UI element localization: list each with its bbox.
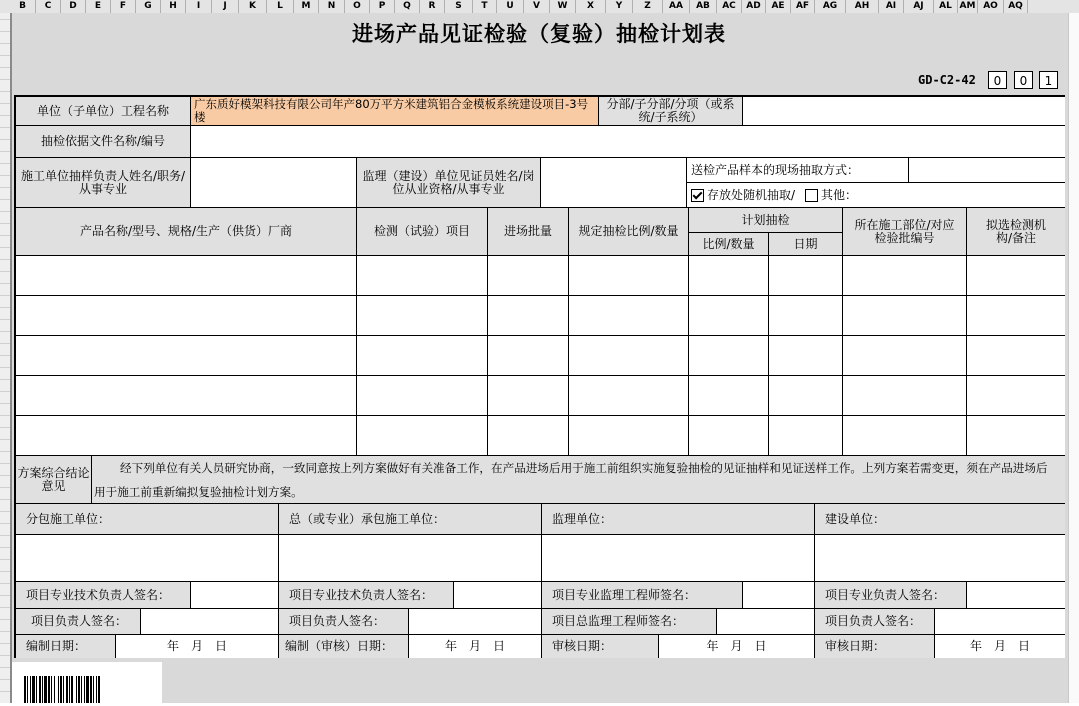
data-cell[interactable] xyxy=(689,256,769,296)
column-header-ac[interactable]: AC xyxy=(717,0,742,13)
form-code: GD-C2-42 xyxy=(918,73,976,87)
sampling-options xyxy=(687,183,1065,208)
data-cell[interactable] xyxy=(357,256,488,296)
row-gridline xyxy=(0,415,10,416)
barcode-bar xyxy=(39,676,41,703)
column-header-p[interactable]: P xyxy=(370,0,395,13)
row-gridline xyxy=(0,355,10,356)
data-cell[interactable] xyxy=(16,376,357,416)
barcode-bar xyxy=(30,676,31,703)
barcode-bar xyxy=(32,676,35,703)
unit-supervisor-label: 监理单位： xyxy=(542,504,815,535)
data-cell[interactable] xyxy=(689,296,769,336)
sampler-label: 施工单位抽样负责人姓名/职务/从事专业 xyxy=(16,158,191,208)
column-header-i[interactable]: I xyxy=(186,0,212,13)
barcode-bar xyxy=(76,676,77,703)
data-cell[interactable] xyxy=(357,416,488,456)
column-header-m[interactable]: M xyxy=(294,0,319,13)
data-cell[interactable] xyxy=(843,256,967,296)
row-gridline xyxy=(0,211,10,212)
data-cell[interactable] xyxy=(488,256,569,296)
unit-subcontractor-area[interactable] xyxy=(16,535,279,582)
row-gridline xyxy=(0,247,10,248)
column-header-ad[interactable]: AD xyxy=(742,0,766,13)
data-cell[interactable] xyxy=(843,376,967,416)
data-cell[interactable] xyxy=(843,296,967,336)
column-header-l[interactable]: L xyxy=(267,0,294,13)
row-gridline xyxy=(0,151,10,152)
column-header-aq[interactable]: AQ xyxy=(1004,0,1028,13)
sig3b-label: 项目总监理工程师签名： xyxy=(542,609,717,635)
row-gridline xyxy=(0,223,10,224)
date2-value[interactable]: 年 月 日 xyxy=(409,635,542,658)
barcode-bar xyxy=(58,676,59,703)
row-gridline xyxy=(0,691,10,692)
column-header-aj[interactable]: AJ xyxy=(904,0,934,13)
data-cell[interactable] xyxy=(689,416,769,456)
data-cell[interactable] xyxy=(569,416,689,456)
data-cell[interactable] xyxy=(967,416,1065,456)
row-gridline xyxy=(0,595,10,596)
column-header-ae[interactable]: AE xyxy=(766,0,791,13)
sig2b-value[interactable] xyxy=(409,609,542,635)
data-cell[interactable] xyxy=(569,256,689,296)
column-header-f[interactable]: F xyxy=(111,0,136,13)
col-plan-date-header: 日期 xyxy=(769,233,843,256)
unit-subcontractor-label: 分包施工单位： xyxy=(16,504,279,535)
column-header-ab[interactable]: AB xyxy=(690,0,717,13)
sig1b-value[interactable] xyxy=(141,609,279,635)
column-header-al[interactable]: AL xyxy=(934,0,958,13)
barcode-bar xyxy=(27,676,28,703)
data-cell[interactable] xyxy=(569,296,689,336)
column-header-v[interactable]: V xyxy=(524,0,550,13)
date4-value[interactable]: 年 月 日 xyxy=(935,635,1065,658)
barcode-bar xyxy=(66,676,68,703)
row-gridline xyxy=(0,271,10,272)
date4-label: 审核日期： xyxy=(815,635,935,658)
row-gridline xyxy=(0,391,10,392)
row-gridline xyxy=(0,667,10,668)
basis-doc-label: 抽检依据文件名称/编号 xyxy=(16,126,191,158)
row-gridline xyxy=(0,43,10,44)
row-gridline xyxy=(0,571,10,572)
column-header-o[interactable]: O xyxy=(345,0,370,13)
barcode-bar xyxy=(84,676,85,703)
conclusion-text: 经下列单位有关人员研究协商，一致同意按上列方案做好有关准备工作，在产品进场后用于施工前组织实施复验抽检的见证抽样和见证送样工作。上列方案若需变更，须在产品进场后用于施工前重新编拟复验抽检计划方案。 xyxy=(92,456,1065,504)
row-gridline xyxy=(0,175,10,176)
checkbox-checked-icon[interactable] xyxy=(691,189,704,202)
column-header-q[interactable]: Q xyxy=(395,0,420,13)
data-cell[interactable] xyxy=(769,296,843,336)
data-cell[interactable] xyxy=(689,336,769,376)
column-header-d[interactable]: D xyxy=(61,0,86,13)
option-random-label: 存放处随机抽取/ xyxy=(707,187,796,202)
data-cell[interactable] xyxy=(488,416,569,456)
row-gridline xyxy=(0,331,10,332)
col-agency-header: 拟选检测机构/备注 xyxy=(967,208,1065,256)
data-cell[interactable] xyxy=(769,256,843,296)
subdivision-value[interactable] xyxy=(743,97,1065,126)
row-gridline xyxy=(0,139,10,140)
row-gridline xyxy=(0,439,10,440)
barcode-image xyxy=(12,662,162,703)
row-gridline xyxy=(0,487,10,488)
column-header-k[interactable]: K xyxy=(239,0,267,13)
row-gridline xyxy=(0,19,10,20)
unit-owner-area[interactable] xyxy=(815,535,1065,582)
column-header-ai[interactable]: AI xyxy=(879,0,904,13)
row-gridline xyxy=(0,55,10,56)
sig2b-label: 项目负责人签名： xyxy=(279,609,409,635)
row-gridline xyxy=(0,259,10,260)
sampler-value[interactable] xyxy=(191,158,357,208)
row-gridline xyxy=(0,511,10,512)
barcode-bar xyxy=(42,676,43,703)
row-gridline xyxy=(0,91,10,92)
column-header-ao[interactable]: AO xyxy=(978,0,1004,13)
row-gridline xyxy=(0,307,10,308)
data-cell[interactable] xyxy=(488,296,569,336)
column-header-j[interactable]: J xyxy=(212,0,239,13)
column-header-aa[interactable]: AA xyxy=(663,0,690,13)
sig4b-label: 项目负责人签名： xyxy=(815,609,935,635)
column-header-g[interactable]: G xyxy=(136,0,161,13)
col-batch-header: 进场批量 xyxy=(488,208,569,256)
form-title: 进场产品见证检验（复验）抽检计划表 xyxy=(352,22,726,46)
data-cell[interactable] xyxy=(16,416,357,456)
basis-doc-value[interactable] xyxy=(191,126,1065,158)
column-header-bar xyxy=(0,0,1079,14)
column-header-u[interactable]: U xyxy=(497,0,524,13)
witness-value[interactable] xyxy=(541,158,687,208)
data-cell[interactable] xyxy=(769,416,843,456)
data-cell[interactable] xyxy=(16,336,357,376)
row-gridline xyxy=(0,451,10,452)
barcode-bar xyxy=(51,676,52,703)
row-gridline xyxy=(0,655,10,656)
col-test-item-header: 检测（试验）项目 xyxy=(357,208,488,256)
row-gridline xyxy=(0,475,10,476)
row-gridline xyxy=(0,283,10,284)
column-header-n[interactable]: N xyxy=(319,0,345,13)
sig4a-label: 项目专业负责人签名： xyxy=(815,582,967,609)
project-name-value[interactable]: 广东质好模架科技有限公司年产80万平方米建筑铝合金模板系统建设项目-3号楼 xyxy=(191,97,599,126)
row-gridline xyxy=(0,187,10,188)
row-gridline xyxy=(0,67,10,68)
column-header-r[interactable]: R xyxy=(420,0,445,13)
date3-label: 审核日期： xyxy=(542,635,659,658)
unit-owner-label: 建设单位： xyxy=(815,504,1065,535)
code-box-1[interactable]: 0 xyxy=(988,71,1007,89)
data-cell[interactable] xyxy=(357,336,488,376)
row-gridline xyxy=(0,127,10,128)
column-header-c[interactable]: C xyxy=(36,0,61,13)
column-header-e[interactable]: E xyxy=(86,0,111,13)
column-header-b[interactable]: B xyxy=(10,0,36,13)
row-gridline xyxy=(0,163,10,164)
option-other-label: 其他： xyxy=(821,187,858,202)
conclusion-label: 方案综合结论意见 xyxy=(16,456,92,504)
col-plan-header: 计划抽检 xyxy=(689,208,843,233)
data-cell[interactable] xyxy=(357,376,488,416)
col-location-header: 所在施工部位/对应检验批编号 xyxy=(843,208,967,256)
column-header-z[interactable]: Z xyxy=(633,0,663,13)
data-cell[interactable] xyxy=(357,296,488,336)
sig2a-label: 项目专业技术负责人签名： xyxy=(279,582,454,609)
barcode-bar xyxy=(24,676,26,703)
worksheet-right-edge xyxy=(1068,13,1079,703)
column-header-am[interactable]: AM xyxy=(958,0,978,13)
date1-value[interactable]: 年 月 日 xyxy=(116,635,279,658)
row-gridline xyxy=(0,319,10,320)
row-gridline xyxy=(0,403,10,404)
data-cell[interactable] xyxy=(488,376,569,416)
sig4b-value[interactable] xyxy=(935,609,1065,635)
barcode-bar xyxy=(90,676,92,703)
row-gridline xyxy=(0,583,10,584)
sig3b-value[interactable] xyxy=(717,609,815,635)
sig3a-label: 项目专业监理工程师签名： xyxy=(542,582,743,609)
data-cell[interactable] xyxy=(689,376,769,416)
barcode-bar xyxy=(93,676,94,703)
data-cell[interactable] xyxy=(967,376,1065,416)
date2-label: 编制（审核）日期： xyxy=(279,635,409,658)
barcode-bar xyxy=(86,676,89,703)
row-gridline xyxy=(0,367,10,368)
row-gridline xyxy=(0,499,10,500)
row-gridline xyxy=(0,559,10,560)
data-cell[interactable] xyxy=(967,256,1065,296)
data-cell[interactable] xyxy=(843,416,967,456)
sig1b-label: 项目负责人签名： xyxy=(16,609,141,635)
barcode-bar xyxy=(63,676,64,703)
inspection-plan-form xyxy=(14,95,1065,658)
column-header-x[interactable]: X xyxy=(576,0,606,13)
barcode-icon xyxy=(12,662,162,703)
subdivision-label: 分部/子分部/分项（或系统/子系统） xyxy=(599,97,743,126)
column-header-w[interactable]: W xyxy=(550,0,576,13)
data-cell[interactable] xyxy=(967,336,1065,376)
date1-label: 编制日期： xyxy=(16,635,116,658)
barcode-bar xyxy=(54,676,55,703)
row-gridline xyxy=(0,631,10,632)
row-gridline xyxy=(0,535,10,536)
column-header-s[interactable]: S xyxy=(445,0,473,13)
code-box-2[interactable]: 0 xyxy=(1014,71,1033,89)
barcode-bar xyxy=(44,676,47,703)
witness-label: 监理（建设）单位见证员姓名/岗位从业资格/从事专业 xyxy=(357,158,541,208)
column-header-y[interactable]: Y xyxy=(606,0,633,13)
data-cell[interactable] xyxy=(569,336,689,376)
row-gridline xyxy=(0,343,10,344)
row-gridline xyxy=(0,643,10,644)
barcode-bar xyxy=(81,676,82,703)
data-cell[interactable] xyxy=(967,296,1065,336)
column-header-ah[interactable]: AH xyxy=(846,0,879,13)
sig4a-value[interactable] xyxy=(967,582,1065,609)
row-gridline xyxy=(0,679,10,680)
row-gridline xyxy=(0,379,10,380)
barcode-bar xyxy=(98,676,100,703)
sig1a-value[interactable] xyxy=(191,582,279,609)
sig3a-value[interactable] xyxy=(743,582,815,609)
row-gridline xyxy=(0,619,10,620)
row-gridline xyxy=(0,31,10,32)
barcode-bar xyxy=(48,676,50,703)
unit-general-contractor-label: 总（或专业）承包施工单位： xyxy=(279,504,542,535)
barcode-bar xyxy=(60,676,62,703)
barcode-bar xyxy=(96,676,97,703)
unit-general-contractor-area[interactable] xyxy=(279,535,542,582)
sig2a-value[interactable] xyxy=(454,582,542,609)
data-cell[interactable] xyxy=(16,256,357,296)
column-header-af[interactable]: AF xyxy=(791,0,815,13)
unit-supervisor-area[interactable] xyxy=(542,535,815,582)
barcode-bar xyxy=(36,676,37,703)
barcode-bar xyxy=(78,676,80,703)
data-cell[interactable] xyxy=(769,376,843,416)
row-gridline xyxy=(0,607,10,608)
data-cell[interactable] xyxy=(488,336,569,376)
sampling-method-label: 送检产品样本的现场抽取方式： xyxy=(687,158,909,183)
barcode-bar xyxy=(69,676,70,703)
row-gridline xyxy=(0,523,10,524)
sampling-method-extra[interactable] xyxy=(909,158,1065,183)
column-header-t[interactable]: T xyxy=(473,0,497,13)
date3-value[interactable]: 年 月 日 xyxy=(659,635,815,658)
data-cell[interactable] xyxy=(769,336,843,376)
row-gridline xyxy=(0,103,10,104)
code-box-3[interactable]: 1 xyxy=(1039,71,1058,89)
barcode-bar xyxy=(71,676,73,703)
column-header-ag[interactable]: AG xyxy=(815,0,846,13)
checkbox-unchecked-icon[interactable] xyxy=(805,189,818,202)
row-gridline xyxy=(0,235,10,236)
col-ratio-header: 规定抽检比例/数量 xyxy=(569,208,689,256)
col-plan-ratio-header: 比例/数量 xyxy=(689,233,769,256)
row-gridline xyxy=(0,115,10,116)
data-cell[interactable] xyxy=(16,296,357,336)
sig1a-label: 项目专业技术负责人签名： xyxy=(16,582,191,609)
row-gridline xyxy=(0,427,10,428)
row-gridline xyxy=(0,463,10,464)
col-product-header: 产品名称/型号、规格/生产（供货）厂商 xyxy=(16,208,357,256)
row-gridline xyxy=(0,199,10,200)
data-cell[interactable] xyxy=(843,336,967,376)
project-name-label: 单位（子单位）工程名称 xyxy=(16,97,191,126)
data-cell[interactable] xyxy=(569,376,689,416)
row-gridline xyxy=(0,547,10,548)
row-header-strip xyxy=(0,13,10,703)
row-gridline xyxy=(0,79,10,80)
column-header-h[interactable]: H xyxy=(161,0,186,13)
row-gridline xyxy=(0,295,10,296)
